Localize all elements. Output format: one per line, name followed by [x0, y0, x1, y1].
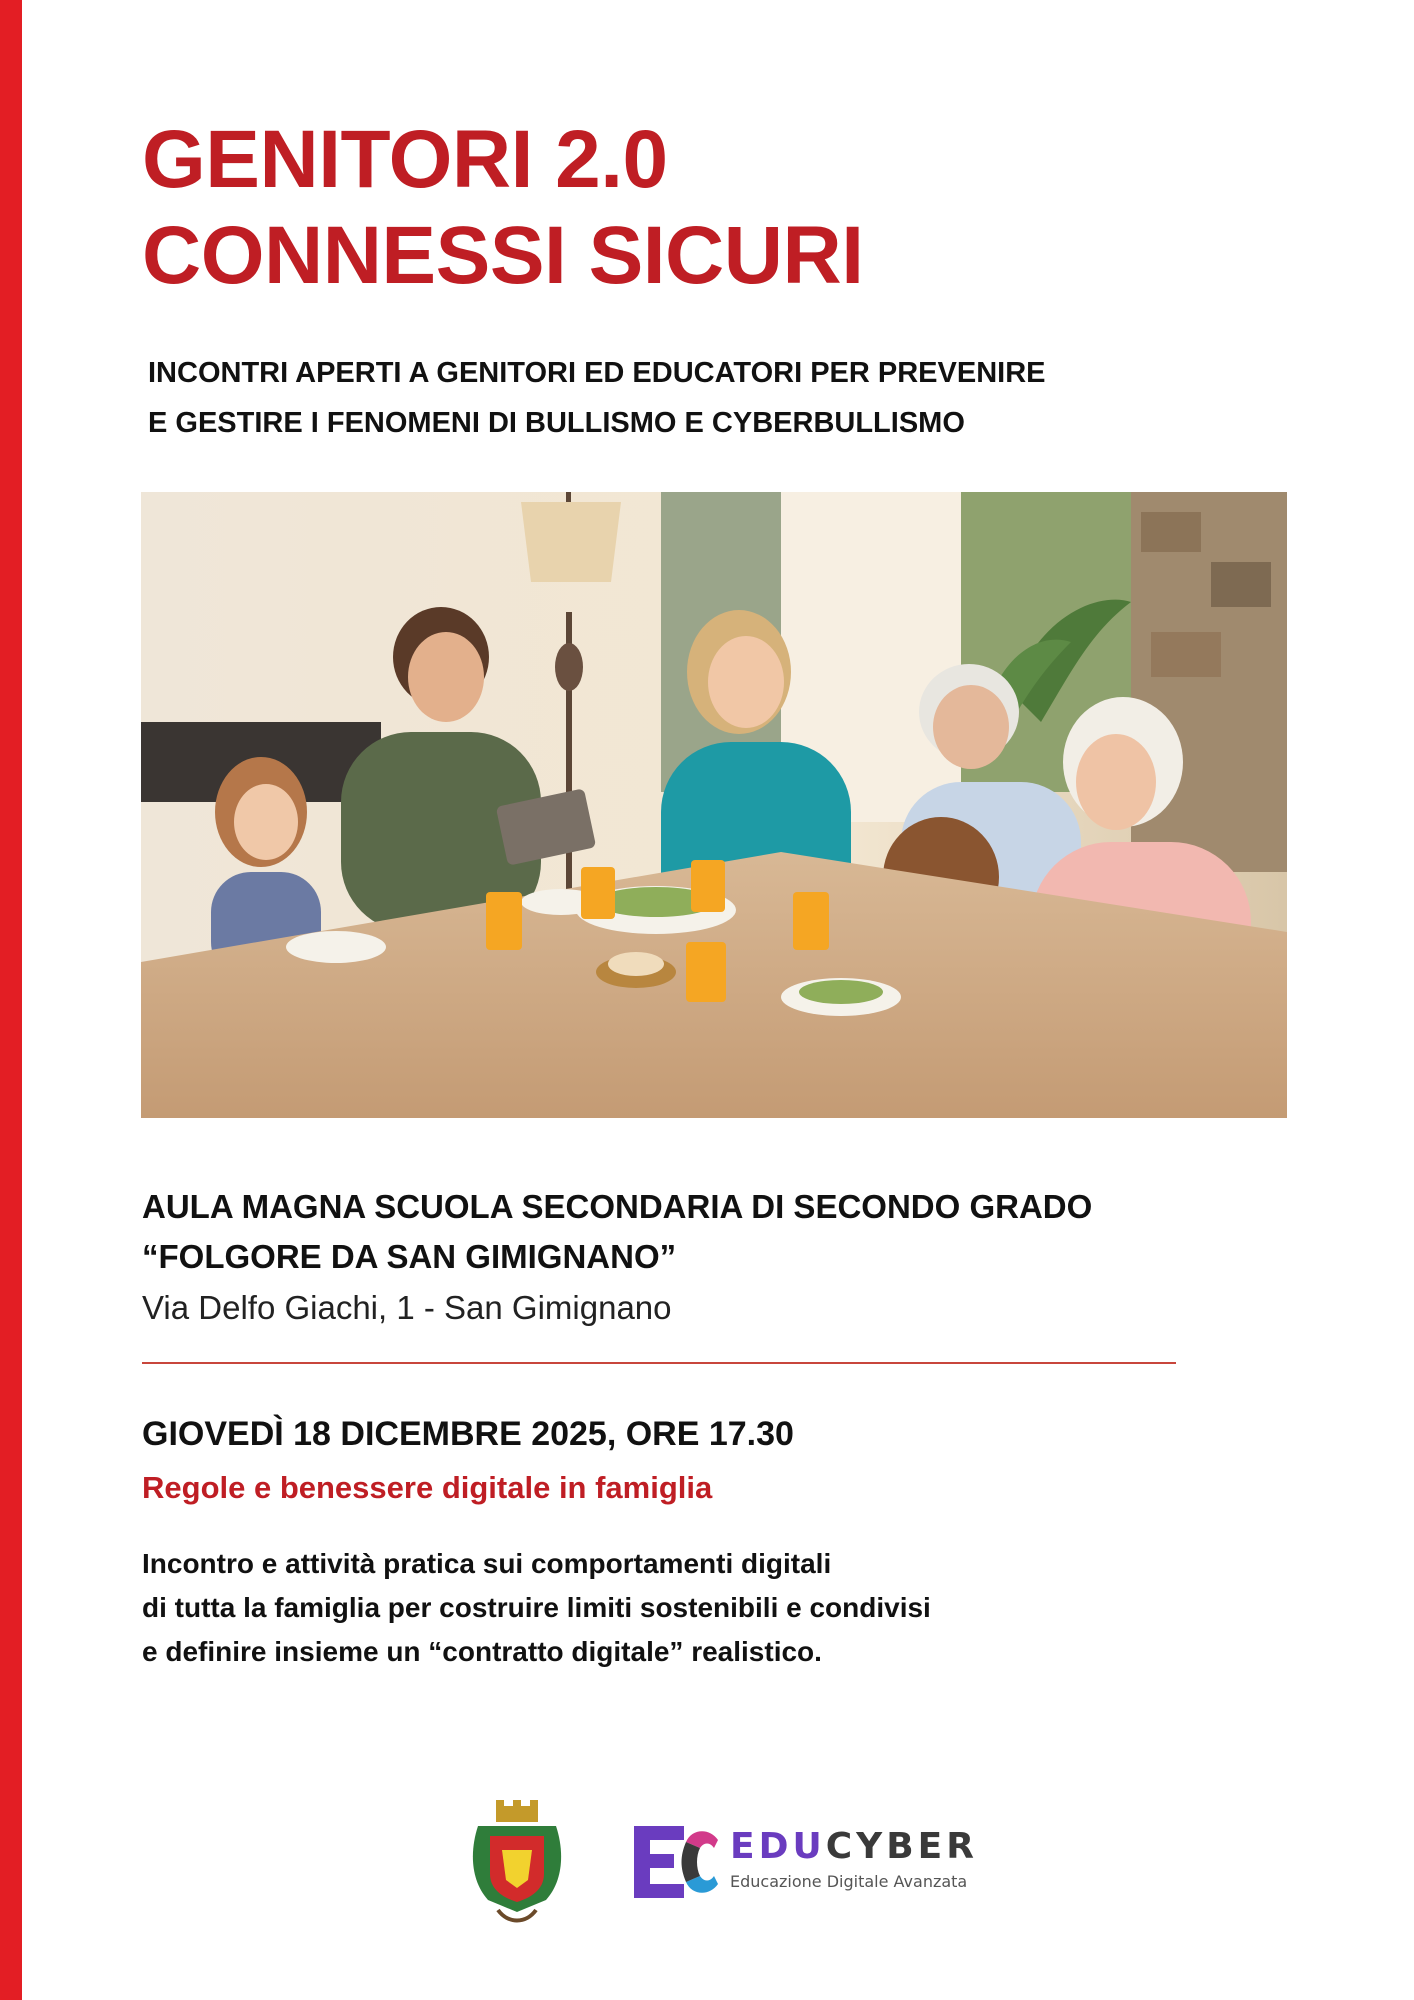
event-date: GIOVEDÌ 18 DICEMBRE 2025, ORE 17.30 [142, 1415, 794, 1453]
subtitle-line-1: INCONTRI APERTI A GENITORI ED EDUCATORI PER PREVENIRE [148, 357, 1046, 389]
event-description-line-2: di tutta la famiglia per costruire limiti sostenibili e condivisi [142, 1592, 931, 1623]
municipal-crest-logo [468, 1800, 566, 1926]
event-title: Regole e benessere digitale in famiglia [142, 1470, 713, 1505]
venue-line-2: “FOLGORE DA SAN GIMIGNANO” [142, 1238, 677, 1275]
title-line-1: GENITORI 2.0 [142, 114, 668, 205]
venue-line-1: AULA MAGNA SCUOLA SECONDARIA DI SECONDO GRADO [142, 1188, 1093, 1225]
educyber-name-part1: EDU [730, 1826, 826, 1867]
section-divider [142, 1362, 1176, 1364]
venue-address: Via Delfo Giachi, 1 - San Gimignano [142, 1289, 672, 1326]
subtitle-line-2: E GESTIRE I FENOMENI DI BULLISMO E CYBERBULLISMO [148, 407, 965, 439]
event-description-line-1: Incontro e attività pratica sui comportamenti digitali [142, 1548, 832, 1579]
subtitle [148, 348, 1046, 448]
educyber-name-part2: CYBER [825, 1826, 978, 1867]
educyber-tagline: Educazione Digitale Avanzata [730, 1872, 968, 1891]
page-title [142, 112, 864, 304]
family-dinner-photo [141, 492, 1287, 1118]
educyber-logo [630, 1822, 990, 1902]
venue-info [142, 1182, 1092, 1334]
title-line-2: CONNESSI SICURI [142, 210, 864, 301]
side-accent-bar [0, 0, 22, 2000]
event-description [142, 1542, 931, 1674]
event-description-line-3: e definire insieme un “contratto digitale” realistico. [142, 1636, 822, 1667]
educyber-name [730, 1826, 978, 1867]
